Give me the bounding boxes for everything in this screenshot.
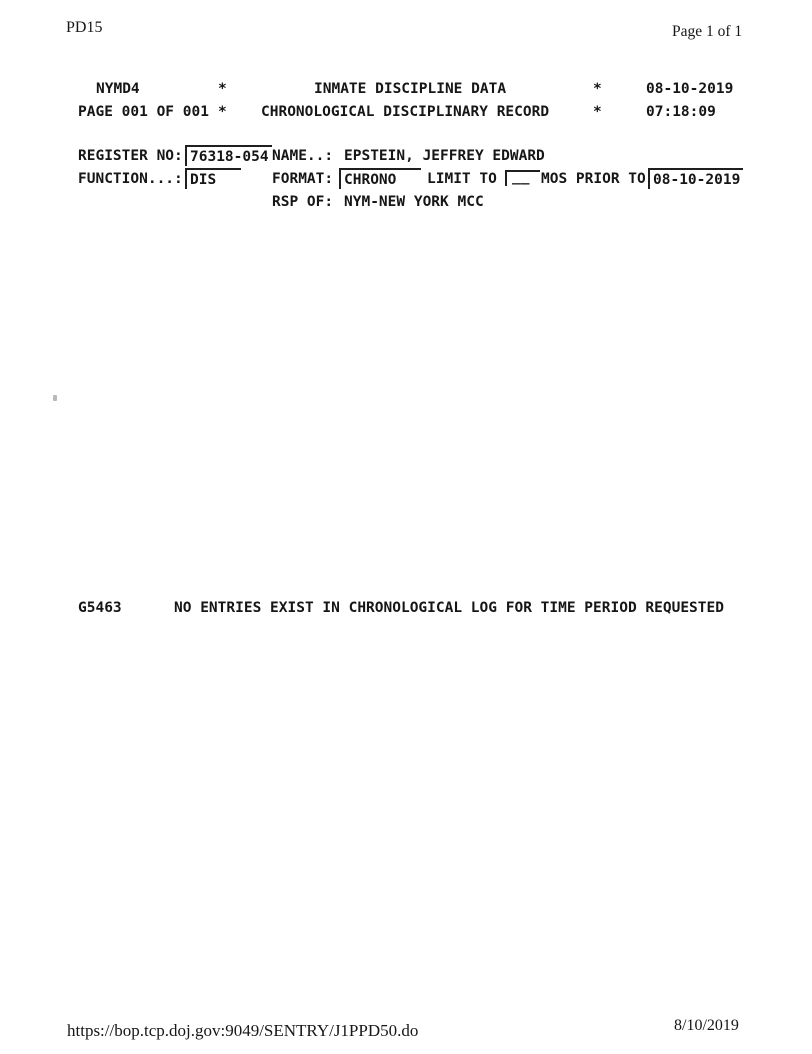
function-label: FUNCTION...: xyxy=(78,171,183,187)
star-separator: * xyxy=(593,104,602,120)
limit-to-field: __ xyxy=(505,170,540,186)
screen-title: INMATE DISCIPLINE DATA xyxy=(314,81,507,97)
star-separator: * xyxy=(218,104,227,120)
function-field: DIS xyxy=(185,168,241,189)
name-value: EPSTEIN, JEFFREY EDWARD xyxy=(344,148,545,164)
register-no-label: REGISTER NO: xyxy=(78,148,183,164)
star-separator: * xyxy=(218,81,227,97)
limit-to-label: LIMIT TO xyxy=(427,171,497,187)
rsp-of-value: NYM-NEW YORK MCC xyxy=(344,194,484,210)
prior-date-field: 08-10-2019 xyxy=(648,168,743,189)
doc-code: PD15 xyxy=(66,19,103,36)
screen-subtitle: CHRONOLOGICAL DISCIPLINARY RECORD xyxy=(261,104,550,120)
screen-time: 07:18:09 xyxy=(646,104,716,120)
format-field: CHRONO xyxy=(339,168,421,189)
rsp-of-label: RSP OF: xyxy=(272,194,334,210)
mos-prior-label: MOS PRIOR TO xyxy=(541,171,646,187)
name-label: NAME..: xyxy=(272,148,334,164)
screen-date: 08-10-2019 xyxy=(646,81,734,97)
message-text: NO ENTRIES EXIST IN CHRONOLOGICAL LOG FOR TIME PERIOD REQUESTED xyxy=(174,600,724,616)
message-code: G5463 xyxy=(78,600,122,616)
format-label: FORMAT: xyxy=(272,171,334,187)
footer-url: https://bop.tcp.doj.gov:9049/SENTRY/J1PPD50.do xyxy=(67,1021,419,1040)
scan-artifact-speck xyxy=(53,395,57,401)
register-no-field: 76318-054 xyxy=(185,145,272,166)
page-number: Page 1 of 1 xyxy=(672,23,743,40)
footer-date: 8/10/2019 xyxy=(674,1017,739,1034)
page-counter: PAGE 001 OF 001 xyxy=(78,104,209,120)
system-id: NYMD4 xyxy=(96,81,140,97)
star-separator: * xyxy=(593,81,602,97)
